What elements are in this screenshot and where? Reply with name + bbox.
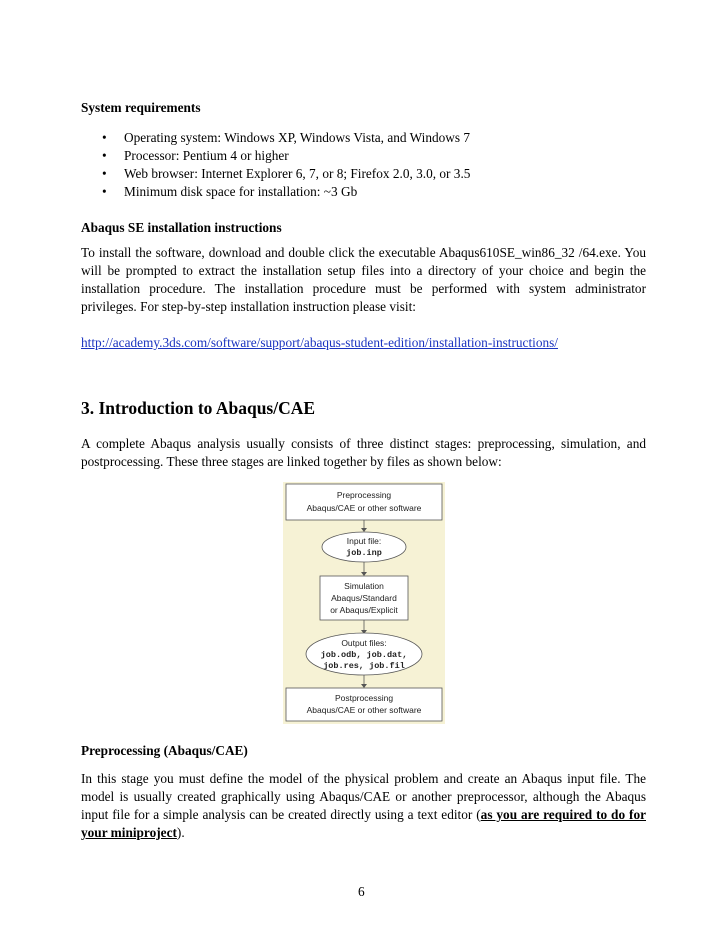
bullet-icon: • [102, 148, 107, 163]
input-file-name: job.inp [346, 548, 382, 558]
output-files-label: Output files: [341, 638, 387, 648]
installation-paragraph: To install the software, download and double click the executable Abaqus610SE_win86_32 /64.exe. You will be prompted to extract the installation setup files into a directory of your choice and begin the installation procedure. The installation procedure must be performed with system administrator privileges. For step-by-step installation instruction please visit: [81, 245, 646, 314]
simulation-title: Simulation [344, 581, 384, 591]
installation-link-line [81, 334, 646, 352]
list-item [100, 165, 470, 183]
miniproject-emphasis: as you are required to do for your miniproject [81, 807, 646, 840]
system-requirements-heading: System requirements [81, 100, 201, 115]
simulation-solver-explicit: or Abaqus/Explicit [330, 605, 398, 615]
postprocessing-title: Postprocessing [334, 693, 394, 703]
preprocessing-subtitle: Abaqus/CAE or other software [306, 503, 422, 513]
preprocessing-heading: Preprocessing (Abaqus/CAE) [81, 743, 248, 758]
list-item [100, 183, 470, 201]
bullet-icon: • [102, 166, 107, 181]
output-files-names-1: job.odb, job.dat, [320, 650, 408, 660]
introduction-paragraph: A complete Abaqus analysis usually consists of three distinct stages: preprocessing, simulation, and postprocessing. These three stages are linked together by files as shown below: [81, 436, 646, 469]
analysis-stages-flowchart [283, 482, 445, 724]
arrow-head-icon [361, 528, 367, 532]
arrow-head-icon [361, 572, 367, 576]
preprocessing-paragraph [81, 770, 646, 842]
flowchart-svg [283, 482, 445, 724]
list-item-text: Operating system: Windows XP, Windows Vista, and Windows 7 [124, 130, 471, 145]
simulation-solver-standard: Abaqus/Standard [331, 593, 397, 603]
bullet-icon: • [102, 184, 107, 199]
installation-heading: Abaqus SE installation instructions [81, 220, 282, 235]
preprocessing-text-end: ). [176, 825, 185, 840]
installation-instructions-link[interactable]: http://academy.3ds.com/software/support/abaqus-student-edition/installation-instructions/ [81, 335, 558, 350]
arrow-head-icon [361, 684, 367, 688]
section-3-heading: 3. Introduction to Abaqus/CAE [81, 398, 316, 418]
input-file-label: Input file: [346, 536, 382, 546]
list-item-text: Processor: Pentium 4 or higher [124, 148, 289, 163]
list-item-text: Web browser: Internet Explorer 6, 7, or 8; Firefox 2.0, 3.0, or 3.5 [124, 166, 471, 181]
bullet-icon: • [102, 130, 107, 145]
page-number: 6 [358, 884, 365, 899]
output-files-names-2: job.res, job.fil [323, 661, 405, 671]
preprocessing-title: Preprocessing [336, 490, 392, 500]
list-item [100, 147, 470, 165]
preprocessing-text-start: In this stage you must define the model of the physical problem and create an Abaqus input file. The model is usually created graphically using Abaqus/CAE or another preprocessor, although the Abaqus input file for a simple analysis can be created directly using a text editor ( [81, 771, 646, 822]
postprocessing-subtitle: Abaqus/CAE or other software [306, 705, 422, 715]
system-requirements-list [100, 129, 470, 201]
list-item [100, 129, 470, 147]
list-item-text: Minimum disk space for installation: ~3 Gb [124, 184, 358, 199]
